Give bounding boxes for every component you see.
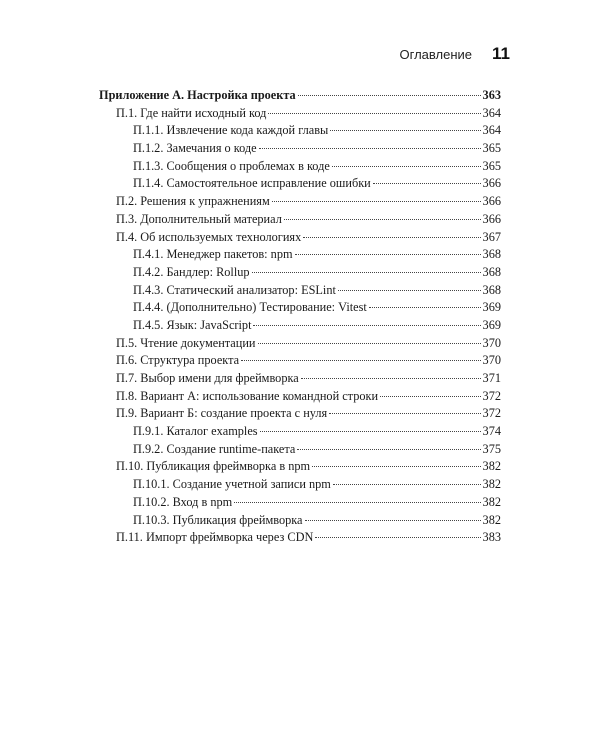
toc-dot-leader bbox=[298, 95, 481, 96]
toc-entry bbox=[99, 423, 501, 441]
toc-chapter-entry bbox=[99, 87, 501, 105]
toc-entry-page: 365 bbox=[482, 141, 501, 156]
toc-dot-leader bbox=[252, 272, 481, 273]
toc-entry bbox=[99, 158, 501, 176]
toc-entry-title: П.10.3. Публикация фреймворка bbox=[133, 512, 303, 527]
toc-dot-leader bbox=[332, 166, 481, 167]
toc-entry-page: 363 bbox=[482, 88, 501, 102]
toc-dot-leader bbox=[305, 520, 481, 521]
toc-entry-title: П.6. Структура проекта bbox=[116, 353, 240, 368]
toc-entry-title: П.7. Выбор имени для фреймворка bbox=[116, 371, 299, 385]
table-of-contents bbox=[99, 87, 501, 547]
toc-entry bbox=[99, 211, 501, 229]
toc-dot-leader bbox=[259, 148, 481, 149]
toc-dot-leader bbox=[241, 360, 480, 361]
toc-entry bbox=[99, 529, 501, 547]
toc-entry bbox=[99, 370, 501, 388]
toc-dot-leader bbox=[295, 254, 481, 255]
toc-entry bbox=[99, 175, 501, 193]
toc-entry bbox=[99, 476, 501, 494]
toc-entry-title: П.4.4. (Дополнительно) Тестирование: Vitest bbox=[133, 300, 367, 315]
toc-entry bbox=[99, 335, 501, 353]
toc-dot-leader bbox=[303, 237, 480, 238]
toc-entry-title: П.11. Импорт фреймворка через CDN bbox=[116, 530, 314, 545]
toc-entry bbox=[99, 512, 501, 530]
toc-dot-leader bbox=[284, 219, 481, 220]
toc-entry bbox=[99, 246, 501, 264]
toc-entry-title: П.5. Чтение документации bbox=[116, 335, 256, 350]
toc-entry-title: П.1. Где найти исходный код bbox=[116, 105, 267, 120]
toc-dot-leader bbox=[369, 307, 481, 308]
toc-entry-title: П.3. Дополнительный материал bbox=[116, 211, 282, 226]
toc-entry-title: П.10.2. Вход в npm bbox=[133, 494, 233, 509]
toc-dot-leader bbox=[330, 130, 480, 131]
toc-entry-title: П.4. Об используемых технологиях bbox=[116, 229, 302, 244]
toc-entry-page: 370 bbox=[482, 335, 501, 350]
toc-entry-page: 375 bbox=[482, 441, 501, 456]
toc-entry-page: 383 bbox=[482, 530, 501, 545]
toc-dot-leader bbox=[301, 378, 481, 379]
toc-entry bbox=[99, 352, 501, 370]
toc-entry-page: 372 bbox=[482, 388, 501, 403]
toc-entry bbox=[99, 405, 501, 423]
toc-entry-page: 371 bbox=[482, 371, 501, 385]
header-section-title: Оглавление bbox=[399, 47, 473, 62]
toc-entry bbox=[99, 140, 501, 158]
toc-entry bbox=[99, 388, 501, 406]
toc-entry-page: 382 bbox=[482, 459, 501, 474]
toc-dot-leader bbox=[297, 449, 480, 450]
toc-dot-leader bbox=[258, 343, 481, 344]
toc-entry-page: 364 bbox=[482, 105, 501, 120]
toc-entry-title: П.8. Вариант А: использование командной строки bbox=[116, 388, 379, 403]
toc-dot-leader bbox=[234, 502, 480, 503]
toc-dot-leader bbox=[380, 396, 480, 397]
toc-dot-leader bbox=[315, 537, 480, 538]
toc-dot-leader bbox=[312, 466, 480, 467]
toc-entry bbox=[99, 317, 501, 335]
toc-entry-title: П.2. Решения к упражнениям bbox=[116, 194, 270, 209]
toc-entry-title: П.4.5. Язык: JavaScript bbox=[133, 317, 252, 332]
toc-entry-title: П.10.1. Создание учетной записи npm bbox=[133, 477, 331, 492]
toc-entry-title: П.9.1. Каталог examples bbox=[133, 424, 258, 439]
page-number: 11 bbox=[492, 44, 510, 63]
toc-entry bbox=[99, 193, 501, 211]
toc-entry-page: 364 bbox=[482, 123, 501, 138]
toc-entry-title: П.10. Публикация фреймворка в npm bbox=[116, 459, 311, 474]
toc-entry-page: 366 bbox=[482, 211, 501, 226]
toc-dot-leader bbox=[268, 113, 480, 114]
toc-entry-title: П.1.1. Извлечение кода каждой главы bbox=[133, 123, 329, 138]
toc-entry-page: 382 bbox=[482, 494, 501, 509]
toc-entry bbox=[99, 441, 501, 459]
toc-dot-leader bbox=[260, 431, 481, 432]
toc-entry-page: 367 bbox=[482, 229, 501, 244]
toc-dot-leader bbox=[333, 484, 481, 485]
toc-entry-title: П.4.2. Бандлер: Rollup bbox=[133, 264, 250, 279]
toc-dot-leader bbox=[272, 201, 481, 202]
toc-entry bbox=[99, 282, 501, 300]
toc-entry-page: 369 bbox=[482, 317, 501, 332]
toc-entry bbox=[99, 458, 501, 476]
toc-entry-page: 368 bbox=[482, 247, 501, 262]
toc-entry-page: 368 bbox=[482, 264, 501, 279]
toc-entry bbox=[99, 122, 501, 140]
toc-entry bbox=[99, 299, 501, 317]
toc-entry-page: 382 bbox=[482, 512, 501, 527]
toc-entry-title: П.1.2. Замечания о коде bbox=[133, 141, 257, 156]
running-header bbox=[400, 44, 510, 64]
toc-entry bbox=[99, 264, 501, 282]
toc-dot-leader bbox=[329, 413, 480, 414]
toc-entry-title: П.1.3. Сообщения о проблемах в коде bbox=[133, 158, 330, 173]
toc-entry-page: 374 bbox=[482, 424, 501, 439]
toc-dot-leader bbox=[253, 325, 480, 326]
toc-entry bbox=[99, 229, 501, 247]
toc-entry-page: 366 bbox=[482, 194, 501, 209]
toc-entry-title: П.4.3. Статический анализатор: ESLint bbox=[133, 282, 336, 297]
toc-entry-page: 366 bbox=[482, 176, 501, 191]
toc-entry-page: 370 bbox=[482, 353, 501, 368]
toc-entry-page: 368 bbox=[482, 282, 501, 297]
toc-entry-title: Приложение А. Настройка проекта bbox=[99, 88, 296, 102]
toc-entry bbox=[99, 105, 501, 123]
toc-dot-leader bbox=[373, 183, 481, 184]
toc-entry-title: П.4.1. Менеджер пакетов: npm bbox=[133, 247, 293, 262]
toc-entry-page: 382 bbox=[482, 477, 501, 492]
toc-entry-title: П.9. Вариант Б: создание проекта с нуля bbox=[116, 406, 328, 421]
toc-entry-title: П.9.2. Создание runtime-пакета bbox=[133, 441, 296, 456]
toc-dot-leader bbox=[338, 290, 481, 291]
toc-entry-page: 372 bbox=[482, 406, 501, 421]
toc-entry bbox=[99, 494, 501, 512]
toc-entry-page: 369 bbox=[482, 300, 501, 315]
toc-entry-page: 365 bbox=[482, 158, 501, 173]
toc-entry-title: П.1.4. Самостоятельное исправление ошибки bbox=[133, 176, 371, 191]
